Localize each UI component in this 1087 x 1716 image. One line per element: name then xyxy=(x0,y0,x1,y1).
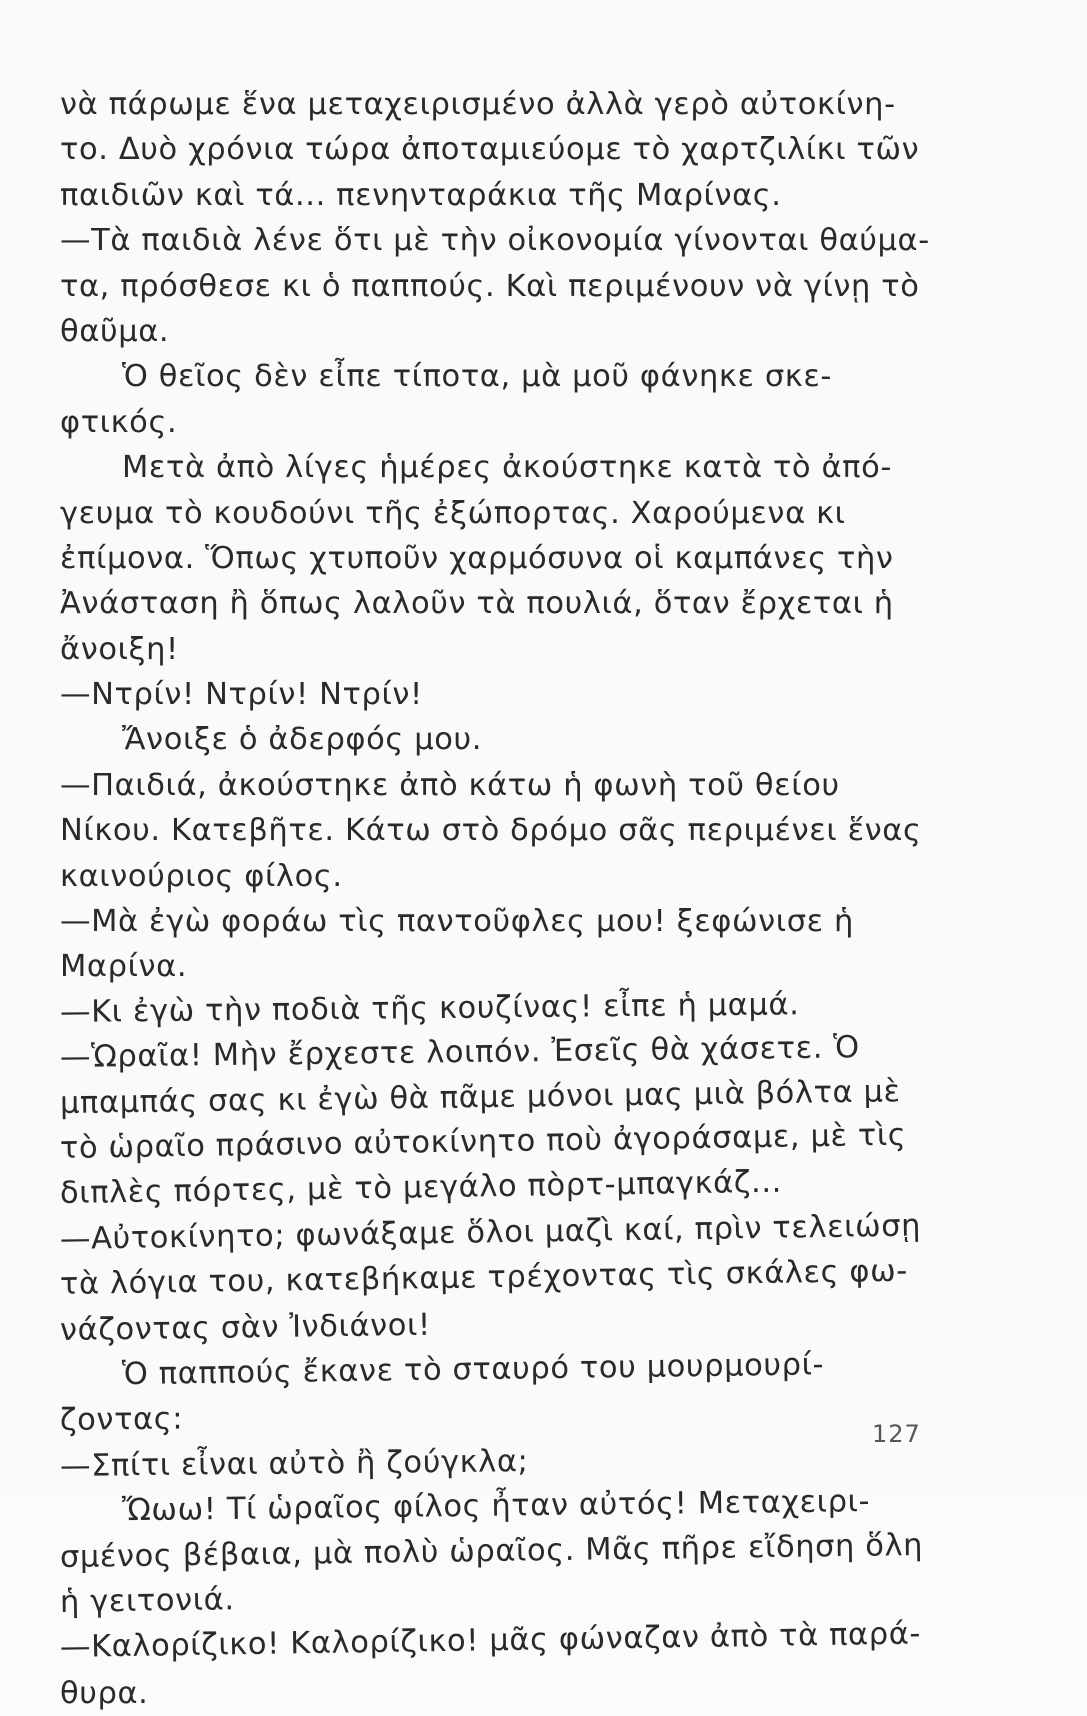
text-line: καινούριος φίλος. xyxy=(60,858,343,894)
text-line: Ὁ παππούς ἔκανε τὸ σταυρό του μουρμουρί- xyxy=(121,1347,825,1393)
text-line: ἡ γειτονιά. xyxy=(59,1582,235,1620)
text-line: θυρα. xyxy=(60,1675,149,1711)
text-line: Ἀνάσταση ἢ ὅπως λαλοῦν τὰ πουλιά, ὅταν ἔρχεται ἡ xyxy=(60,586,894,622)
body-text xyxy=(60,82,930,1716)
text-line: Ὁ θεῖος δὲν εἶπε τίποτα, μὰ μοῦ φάνηκε σκε- xyxy=(122,359,833,395)
text-line: τα, πρόσθεσε κι ὁ παππούς. Καὶ περιμένουν νὰ γίνῃ τὸ xyxy=(60,268,920,304)
text-line: —Ντρίν! Ντρίν! Ντρίν! xyxy=(60,677,423,713)
text-line: μπαμπάς σας κι ἐγὼ θὰ πᾶμε μόνοι μας μιὰ βόλτα μὲ xyxy=(59,1073,901,1121)
text-line: ἐπίμονα. Ὅπως χτυποῦν χαρμόσυνα οἱ καμπάνες τὴν xyxy=(60,540,894,576)
text-line: θαῦμα. xyxy=(60,313,170,349)
text-line: νάζοντας σὰν Ἰνδιάνοι! xyxy=(59,1307,432,1348)
text-line: το. Δυὸ χρόνια τώρα ἀποταμιεύομε τὸ χαρτζιλίκι τῶν xyxy=(60,132,920,168)
text-line: ζοντας: xyxy=(59,1401,184,1439)
text-line: —Ὡραῖα! Μὴν ἔρχεστε λοιπόν. Ἐσεῖς θὰ χάσετε. Ὁ xyxy=(59,1030,860,1076)
text-line: φτικός. xyxy=(60,404,178,440)
text-line: τὸ ὡραῖο πράσινο αὐτοκίνητο ποὺ ἀγοράσαμε, μὲ τὶς xyxy=(59,1117,907,1166)
text-line: Μετὰ ἀπὸ λίγες ἡμέρες ἀκούστηκε κατὰ τὸ ἀπό- xyxy=(122,450,893,486)
text-line: —Αὐτοκίνητο; φωνάξαμε ὅλοι μαζὶ καί, πρὶν τελειώσῃ xyxy=(59,1208,922,1257)
text-line: —Παιδιά, ἀκούστηκε ἀπὸ κάτω ἡ φωνὴ τοῦ θείου xyxy=(60,767,840,803)
text-line: —Κι ἐγὼ τὴν ποδιὰ τῆς κουζίνας! εἶπε ἡ μαμά. xyxy=(59,987,800,1030)
text-line: ἄνοιξη! xyxy=(60,631,179,667)
text-line: —Σπίτι εἶναι αὐτὸ ἢ ζούγκλα; xyxy=(59,1443,529,1484)
text-line: —Τὰ παιδιὰ λένε ὅτι μὲ τὴν οἰκονομία γίνονται θαύμα- xyxy=(60,223,930,259)
text-line: παιδιῶν καὶ τά... πενηνταράκια τῆς Μαρίνας. xyxy=(60,177,782,213)
text-line: Μαρίνα. xyxy=(60,949,188,985)
text-line: —Μὰ ἐγὼ φοράω τὶς παντοῦφλες μου! ξεφώνισε ἡ xyxy=(60,904,854,940)
text-line: —Καλορίζικο! Καλορίζικο! μᾶς φώναζαν ἀπὸ τὰ παρά- xyxy=(59,1616,922,1666)
page-number: 127 xyxy=(872,1420,921,1448)
text-line: γευμα τὸ κουδούνι τῆς ἐξώπορτας. Χαρούμενα κι xyxy=(60,495,846,531)
text-line: Ὤωω! Τί ὡραῖος φίλος ἦταν αὐτός! Μεταχειρι- xyxy=(121,1484,871,1529)
text-line: νὰ πάρωμε ἕνα μεταχειρισμένο ἀλλὰ γερὸ αὐτοκίνη- xyxy=(60,87,896,122)
text-line: τὰ λόγια του, κατεβήκαμε τρέχοντας τὶς σκάλες φω- xyxy=(59,1253,909,1303)
text-line: Ἄνοιξε ὁ ἀδερφός μου. xyxy=(122,722,483,758)
text-line: διπλὲς πόρτες, μὲ τὸ μεγάλο πὸρτ-μπαγκάζ... xyxy=(59,1165,783,1212)
text-line: σμένος βέβαια, μὰ πολὺ ὡραῖος. Μᾶς πῆρε εἴδηση ὅλη xyxy=(59,1527,924,1575)
text-line: Νίκου. Κατεβῆτε. Κάτω στὸ δρόμο σᾶς περιμένει ἕνας xyxy=(60,813,922,849)
